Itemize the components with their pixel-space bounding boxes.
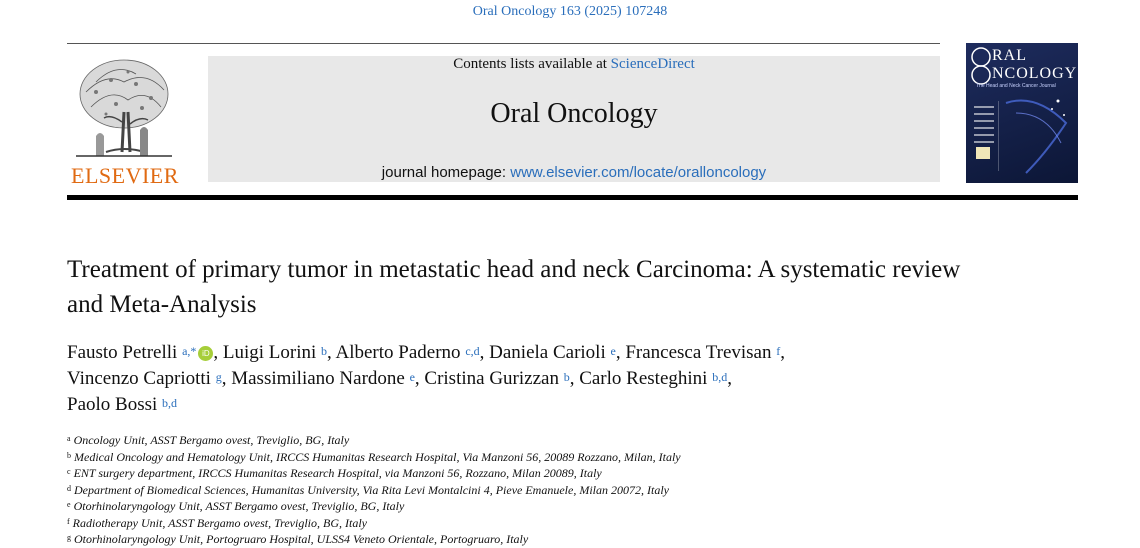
contents-prefix: Contents lists available at xyxy=(453,56,611,72)
author-8[interactable] xyxy=(424,368,569,389)
author-affiliation-marker[interactable]: b xyxy=(563,370,570,384)
affiliation-item xyxy=(67,531,967,548)
affiliation-key: d xyxy=(67,483,71,493)
affiliation-key: g xyxy=(67,533,71,542)
author-name: Luigi Lorini xyxy=(222,342,317,363)
affiliation-item xyxy=(67,449,967,466)
affiliation-text: Department of Biomedical Sciences, Humanitas University, Via Rita Levi Montalcini 4, Pieve Emanuele, Milan 20072, Italy xyxy=(74,482,669,497)
author-affiliation-marker[interactable]: a,* xyxy=(182,344,197,358)
author-separator: , xyxy=(221,368,232,389)
author-name: Massimiliano Nardone xyxy=(231,368,405,389)
affiliation-text: Oncology Unit, ASST Bergamo ovest, Treviglio, BG, Italy xyxy=(73,433,350,447)
affiliation-text: Radiotherapy Unit, ASST Bergamo ovest, Treviglio, BG, Italy xyxy=(72,515,367,530)
author-separator: , xyxy=(727,368,732,389)
author-name: Carlo Resteghini xyxy=(579,368,708,389)
author-list xyxy=(67,340,967,418)
author-affiliation-marker[interactable]: e xyxy=(610,344,616,358)
author-separator: , xyxy=(615,342,626,363)
author-name: Alberto Paderno xyxy=(335,342,461,363)
journal-cover-thumbnail[interactable] xyxy=(966,43,1078,183)
contents-line xyxy=(208,56,940,73)
article-title: Treatment of primary tumor in metastatic head and neck Carcinoma: A systematic review and Meta-Analysis xyxy=(67,256,961,318)
author-affiliation-marker[interactable]: f xyxy=(776,344,781,358)
author-affiliation-marker[interactable]: g xyxy=(215,370,222,384)
affiliation-text: ENT surgery department, IRCCS Humanitas Research Hospital, via Manzoni 56, Rozzano, Milan 20089, Italy xyxy=(73,466,602,480)
author-affiliation-marker[interactable]: c,d xyxy=(465,344,480,358)
author-name: Fausto Petrelli xyxy=(67,342,178,363)
affiliation-item xyxy=(67,465,967,482)
affiliation-text: Otorhinolaryngology Unit, Portogruaro Hospital, ULSS4 Veneto Orientale, Portogruaro, Italy xyxy=(74,532,529,546)
author-10[interactable] xyxy=(67,394,177,415)
cover-badge xyxy=(976,147,990,159)
sciencedirect-link[interactable]: ScienceDirect xyxy=(610,56,695,72)
orcid-icon[interactable]: iD xyxy=(198,346,213,361)
author-4[interactable] xyxy=(489,342,616,363)
homepage-prefix: journal homepage: xyxy=(381,164,511,181)
author-name: Daniela Carioli xyxy=(489,342,606,363)
homepage-line xyxy=(208,164,940,181)
affiliation-list xyxy=(67,432,967,548)
author-separator: , xyxy=(479,342,490,363)
affiliation-key: b xyxy=(67,450,71,460)
author-5[interactable] xyxy=(625,342,780,363)
author-affiliation-marker[interactable]: b,d xyxy=(162,396,178,410)
affiliation-text: Medical Oncology and Hematology Unit, IRCCS Humanitas Research Hospital, Via Manzoni 56, 20089 Rozzano, Milan, Italy xyxy=(74,449,681,464)
cover-title-line2: NCOLOGY xyxy=(992,65,1078,82)
homepage-link[interactable]: www.elsevier.com/locate/oralloncology xyxy=(510,164,767,181)
author-9[interactable] xyxy=(579,368,727,389)
affiliation-key: c xyxy=(67,467,71,476)
affiliation-key: a xyxy=(67,434,71,443)
journal-header-box xyxy=(208,56,940,182)
top-divider xyxy=(67,43,940,44)
cover-subtitle: The Head and Neck Cancer Journal xyxy=(976,83,1056,89)
affiliation-item xyxy=(67,432,967,449)
elsevier-wordmark: ELSEVIER xyxy=(71,163,179,188)
cover-title-line1: RAL xyxy=(992,47,1027,64)
author-separator: , xyxy=(327,342,336,363)
author-separator: , xyxy=(213,342,223,363)
author-separator: , xyxy=(569,368,580,389)
author-affiliation-marker[interactable]: b,d xyxy=(712,370,728,384)
affiliation-item xyxy=(67,482,967,499)
affiliation-text: Otorhinolaryngology Unit, ASST Bergamo ovest, Treviglio, BG, Italy xyxy=(73,499,405,513)
author-affiliation-marker[interactable]: e xyxy=(409,370,415,384)
header-divider xyxy=(67,195,1078,200)
cover-side-bars xyxy=(972,101,999,171)
author-separator: , xyxy=(780,342,785,363)
author-1[interactable] xyxy=(67,342,196,363)
journal-title: Oral Oncology xyxy=(490,98,658,129)
affiliation-key: e xyxy=(67,500,71,509)
affiliation-item xyxy=(67,515,967,532)
journal-reference[interactable]: Oral Oncology 163 (2025) 107248 xyxy=(472,4,668,19)
author-name: Cristina Gurizzan xyxy=(424,368,559,389)
author-affiliation-marker[interactable]: b xyxy=(321,344,328,358)
author-6[interactable] xyxy=(67,368,222,389)
author-name: Francesca Trevisan xyxy=(625,342,772,363)
author-separator: , xyxy=(414,368,425,389)
author-3[interactable] xyxy=(336,342,480,363)
author-name: Paolo Bossi xyxy=(67,394,158,415)
author-2[interactable] xyxy=(223,342,327,363)
affiliation-key: f xyxy=(67,516,70,526)
author-name: Vincenzo Capriotti xyxy=(67,368,211,389)
affiliation-item xyxy=(67,498,967,515)
author-7[interactable] xyxy=(231,368,415,389)
